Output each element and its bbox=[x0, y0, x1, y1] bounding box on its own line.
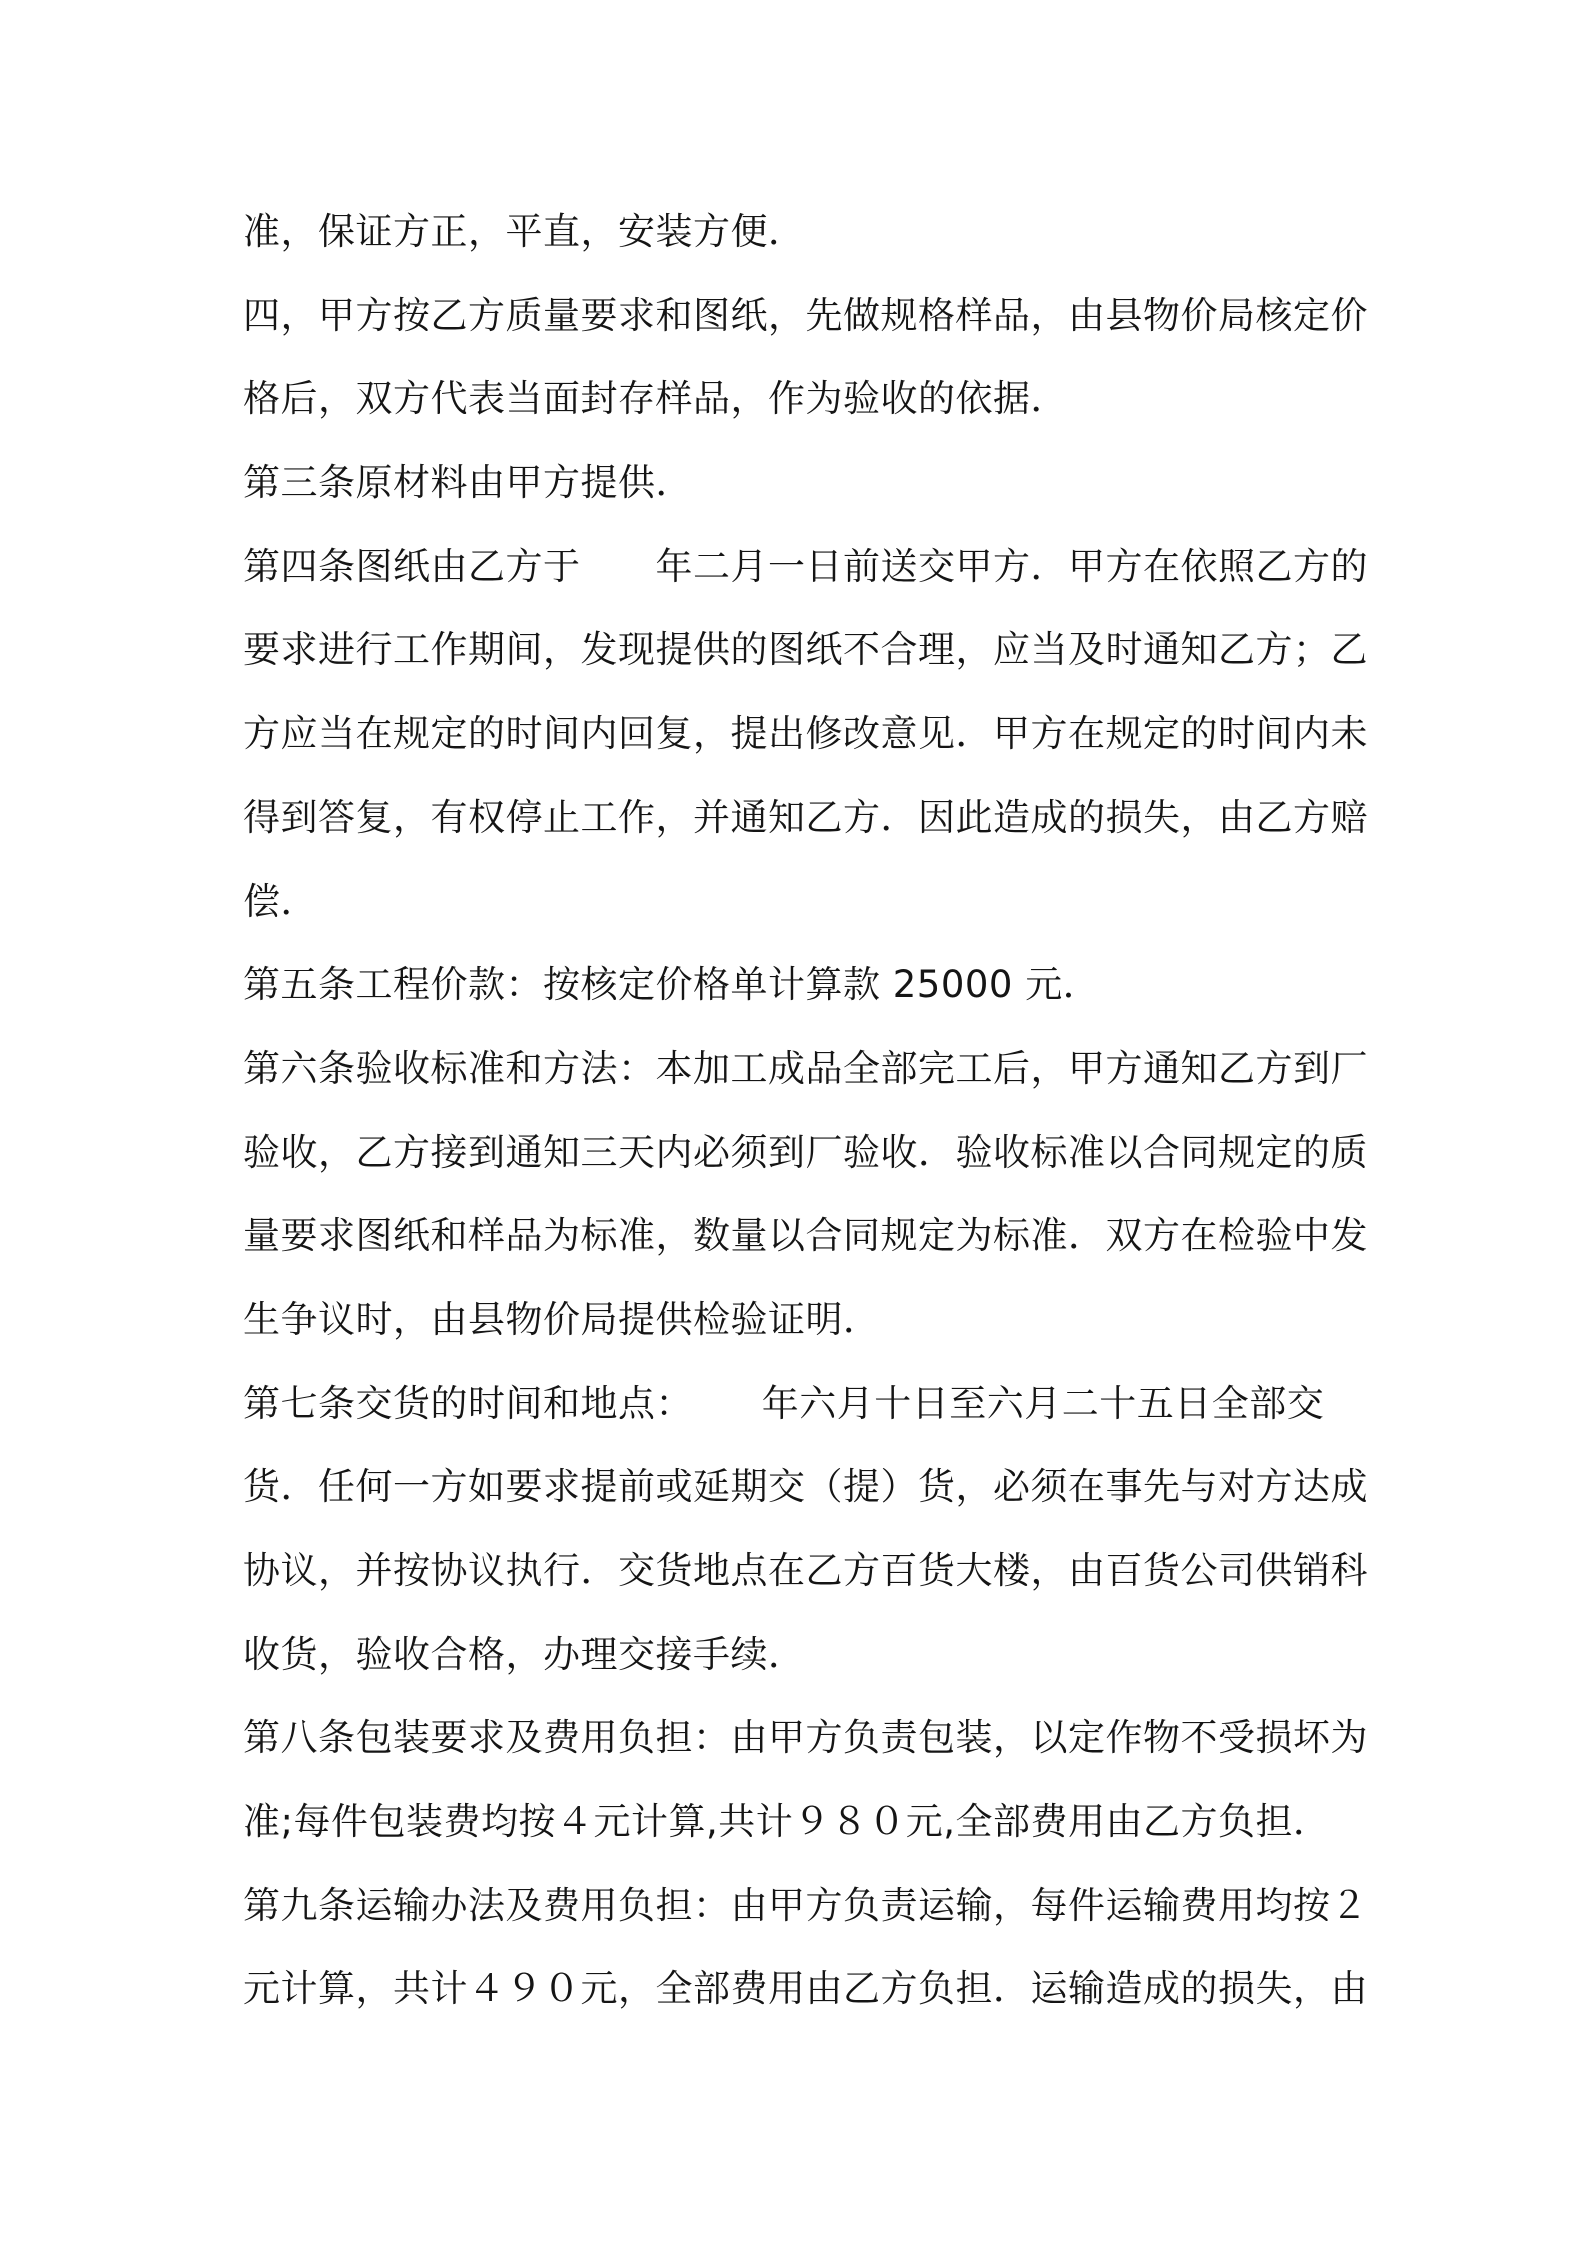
text-line: 第七条交货的时间和地点： 年六月十日至六月二十五日全部交 bbox=[243, 1381, 1325, 1425]
text-line: 四，甲方按乙方质量要求和图纸，先做规格样品，由县物价局核定价 bbox=[243, 293, 1368, 337]
text-line: 准;每件包装费均按４元计算,共计９８０元,全部费用由乙方负担． bbox=[243, 1800, 1331, 1844]
text-line: 验收，乙方接到通知三天内必须到厂验收．验收标准以合同规定的质 bbox=[243, 1130, 1368, 1174]
text-line: 第八条包装要求及费用负担：由甲方负责包装，以定作物不受损坏为 bbox=[243, 1716, 1368, 1760]
text-line: 第三条原材料由甲方提供． bbox=[243, 461, 693, 505]
text-line: 格后，双方代表当面封存样品，作为验收的依据． bbox=[243, 377, 1068, 421]
text-line: 生争议时，由县物价局提供检验证明． bbox=[243, 1297, 881, 1341]
text-line: 偿． bbox=[243, 879, 318, 923]
text-line: 得到答复，有权停止工作，并通知乙方．因此造成的损失，由乙方赔 bbox=[243, 795, 1368, 839]
text-line: 方应当在规定的时间内回复，提出修改意见．甲方在规定的时间内未 bbox=[243, 712, 1368, 756]
contract-body bbox=[243, 190, 1368, 2031]
text-line: 货．任何一方如要求提前或延期交（提）货，必须在事先与对方达成 bbox=[243, 1465, 1368, 1509]
text-line: 第五条工程价款：按核定价格单计算款 25000 元． bbox=[243, 963, 1101, 1007]
text-line: 协议，并按协议执行．交货地点在乙方百货大楼，由百货公司供销科 bbox=[243, 1549, 1368, 1592]
text-line: 准，保证方正，平直，安装方便． bbox=[243, 210, 806, 253]
text-line: 元计算，共计４９０元，全部费用由乙方负担．运输造成的损失，由 bbox=[243, 1967, 1368, 2011]
text-line: 第六条验收标准和方法：本加工成品全部完工后，甲方通知乙方到厂 bbox=[243, 1046, 1368, 1090]
text-line: 收货，验收合格，办理交接手续． bbox=[243, 1632, 806, 1676]
text-line: 要求进行工作期间，发现提供的图纸不合理，应当及时通知乙方；乙 bbox=[243, 628, 1368, 672]
text-line: 第四条图纸由乙方于 年二月一日前送交甲方．甲方在依照乙方的 bbox=[243, 544, 1368, 588]
text-line: 量要求图纸和样品为标准，数量以合同规定为标准．双方在检验中发 bbox=[243, 1214, 1368, 1258]
text-line: 第九条运输办法及费用负担：由甲方负责运输，每件运输费用均按２ bbox=[243, 1883, 1368, 1927]
